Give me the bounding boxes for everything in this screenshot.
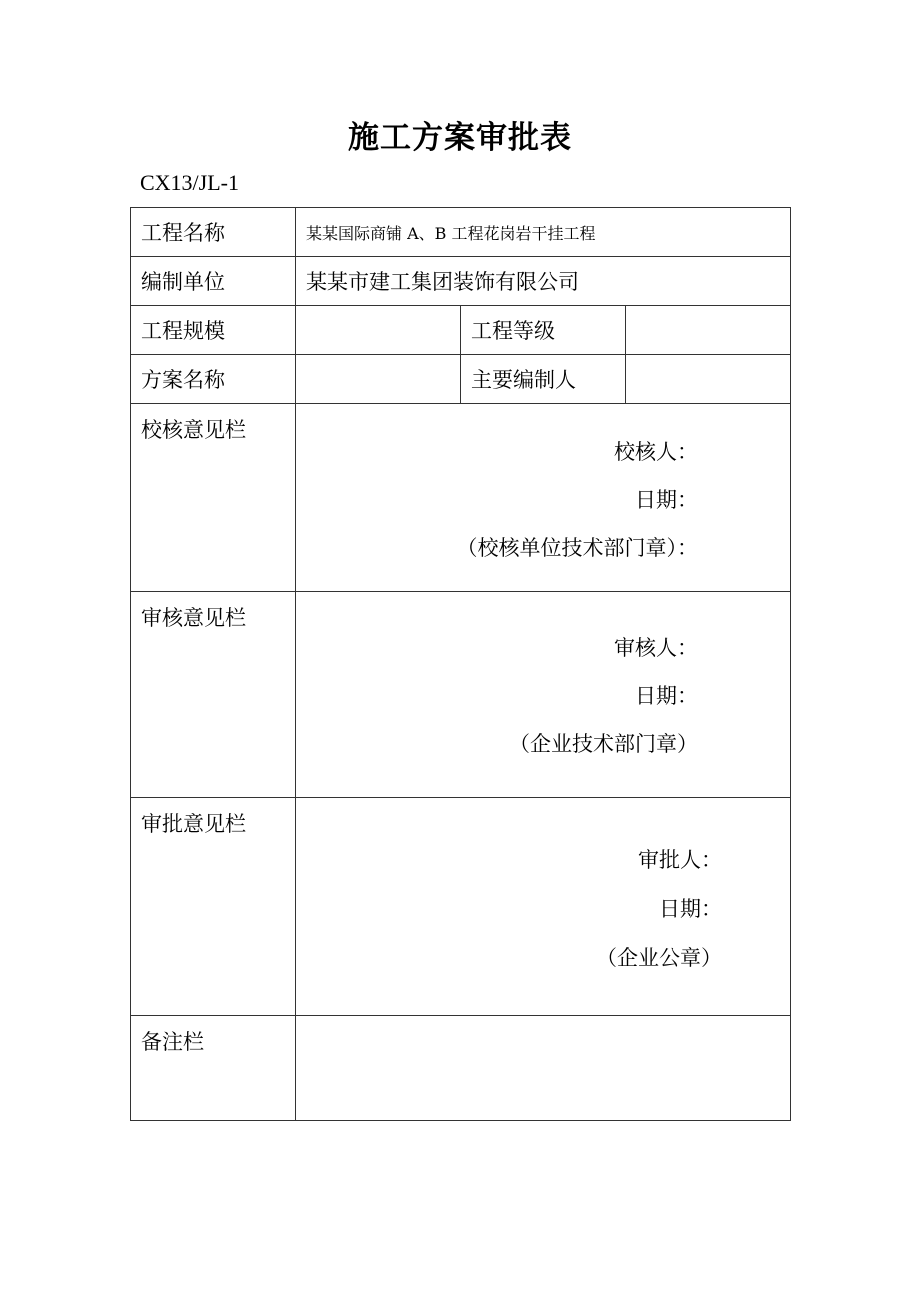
approve-seal-label: （企业公章）: [596, 946, 723, 970]
scale-value[interactable]: [296, 306, 461, 355]
review-date-label: 日期：: [635, 684, 699, 708]
row-plan-name: [131, 355, 791, 404]
review-opinion-label: 审核意见栏: [131, 592, 296, 798]
approve-opinion-field[interactable]: [296, 798, 791, 1016]
main-author-label: 主要编制人: [461, 355, 626, 404]
row-approve-opinion: [131, 798, 791, 1016]
check-opinion-field[interactable]: [296, 404, 791, 592]
compiling-unit-value[interactable]: 某某市建工集团装饰有限公司: [296, 257, 791, 306]
plan-name-value[interactable]: [296, 355, 461, 404]
approval-form-table: [130, 207, 791, 1121]
review-seal-label: （企业技术部门章）: [509, 732, 699, 756]
row-compiling-unit: [131, 257, 791, 306]
grade-label: 工程等级: [461, 306, 626, 355]
compiling-unit-label: 编制单位: [131, 257, 296, 306]
page-title: 施工方案审批表: [348, 120, 572, 156]
project-name-value[interactable]: 某某国际商铺 A、B 工程花岗岩干挂工程: [296, 208, 791, 257]
check-date-label: 日期：: [635, 488, 699, 512]
remarks-field[interactable]: [296, 1016, 791, 1121]
approve-opinion-label: 审批意见栏: [131, 798, 296, 1016]
checker-label: 校核人：: [614, 440, 699, 464]
approve-date-label: 日期：: [659, 897, 723, 921]
review-opinion-field[interactable]: [296, 592, 791, 798]
main-author-value[interactable]: [626, 355, 791, 404]
check-opinion-label: 校核意见栏: [131, 404, 296, 592]
row-project-name: [131, 208, 791, 257]
row-check-opinion: [131, 404, 791, 592]
project-name-label: 工程名称: [131, 208, 296, 257]
row-scale: [131, 306, 791, 355]
form-code: CX13/JL-1: [140, 170, 239, 195]
approver-label: 审批人：: [638, 848, 723, 872]
reviewer-label: 审核人：: [614, 636, 699, 660]
row-remarks: [131, 1016, 791, 1121]
row-review-opinion: [131, 592, 791, 798]
check-seal-label: （校核单位技术部门章）：: [456, 536, 699, 560]
scale-label: 工程规模: [131, 306, 296, 355]
grade-value[interactable]: [626, 306, 791, 355]
plan-name-label: 方案名称: [131, 355, 296, 404]
remarks-label: 备注栏: [131, 1016, 296, 1121]
